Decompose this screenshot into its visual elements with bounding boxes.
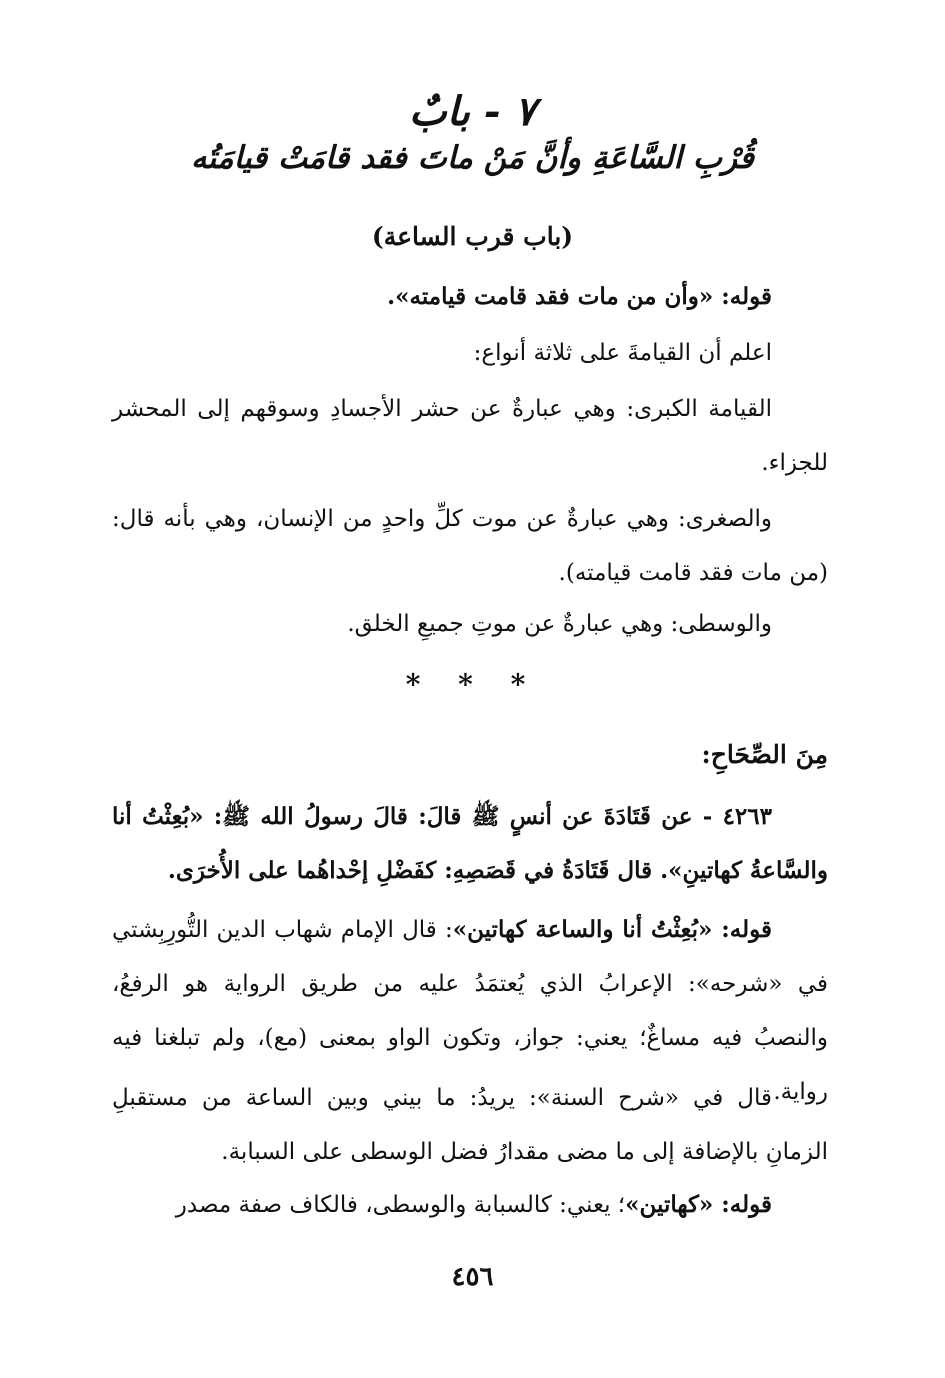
paragraph-6-text: : قال الإمام شهاب الدين التُّورِبِشتي في «شرحه»: الإعرابُ الذي يُعتمَدُ عليه من طريق الرواية هو الرفعُ، والنصبُ فيه مساغٌ؛ يعني: جواز، وتكون الواو بمعنى (مع)، ولم تبلغنا فيه رواية. (112, 917, 829, 1105)
chapter-title: قُرْبِ السَّاعَةِ وأنَّ مَنْ ماتَ فقد قامَتْ قيامَتُه (191, 140, 754, 176)
paragraph-7: قال في «شرح السنة»: يريدُ: ما بيني وبين الساعة من مستقبلِ الزمانِ بالإضافة إلى ما مضى مقدارُ فضل الوسطى على السبابة. (112, 1085, 828, 1165)
hadith-text: ٤٢٦٣ - عن قَتَادَةَ عن أنسٍ ﷺ قالَ: قالَ رسولُ الله ﷺ: «بُعِثْتُ أنا والسَّاعةُ كهاتينِ». قال قَتَادَةُ في قَصَصِهِ: كفَضْلِ إحْداهُما على الأُخرَى. (112, 803, 828, 884)
section-heading: (باب قرب الساعة) (371, 222, 574, 251)
paragraph-2: اعلم أن القيامةَ على ثلاثة أنواع: (473, 340, 772, 366)
paragraph-6-lead: قوله: «بُعِثْتُ أنا والساعة كهاتين» (452, 916, 772, 943)
paragraph-3: القيامة الكبرى: وهي عبارةٌ عن حشر الأجسادِ وسوقهم إلى المحشر للجزاء. (112, 396, 828, 476)
paragraph-8-lead: قوله: «كهاتين» (625, 1191, 772, 1218)
paragraph-5: والوسطى: وهي عبارةٌ عن موتِ جميعِ الخلق. (347, 611, 772, 637)
paragraph-1-text: «وأن من مات فقد قامت قيامته». (387, 283, 714, 310)
chapter-heading: ٧ - بابٌ (409, 88, 536, 135)
paragraph-1-lead: قوله: (713, 283, 772, 310)
paragraph-8 (112, 1178, 828, 1232)
paragraph-8-text: ؛ يعني: كالسبابة والوسطى، فالكاف صفة مصدر (175, 1192, 626, 1218)
paragraph-1 (112, 270, 828, 324)
page-number: ٤٥٦ (451, 1262, 494, 1292)
section-separator: * * * (405, 668, 540, 701)
paragraph-4: والصغرى: وهي عبارةٌ عن موت كلِّ واحدٍ من الإنسان، وهي بأنه قال: (من مات فقد قامت قيامته). (112, 506, 828, 586)
sub-heading: مِنَ الصِّحَاحِ: (701, 740, 828, 769)
